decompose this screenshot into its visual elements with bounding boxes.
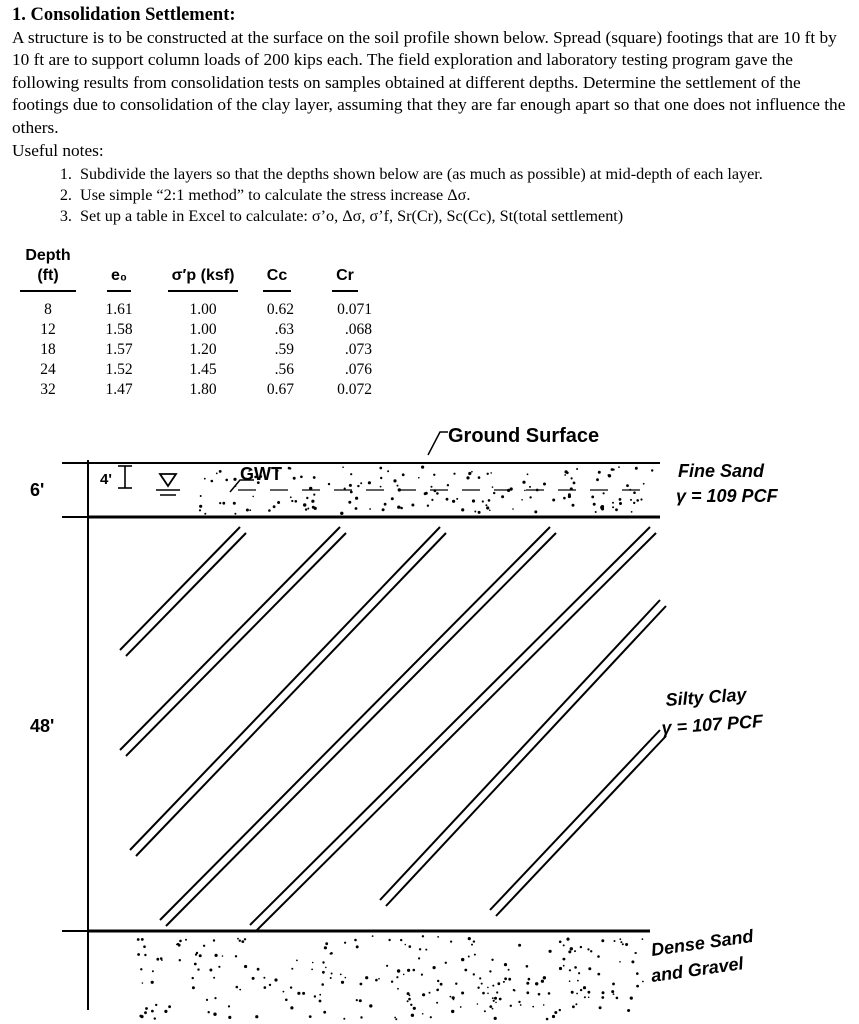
table-cell: .073: [344, 341, 372, 358]
table-row: [20, 320, 380, 340]
problem-text: [12, 4, 852, 227]
table-cell: .068: [344, 321, 372, 338]
fine-sand-label: Fine Sand: [678, 461, 765, 481]
problem-title: 1. Consolidation Settlement:: [12, 5, 236, 25]
depth-dimension: [62, 460, 108, 1010]
table-row: [20, 380, 380, 400]
table-row: [20, 360, 380, 380]
fine-sand-gamma: γ = 109 PCF: [676, 486, 778, 506]
silty-clay-label: Silty Clay: [664, 684, 748, 710]
table-cell: 12: [40, 321, 56, 338]
table-cell: .59: [274, 341, 294, 358]
table-row: [20, 292, 380, 320]
table-cell: 1.45: [189, 361, 217, 378]
soil-profile-diagram: [0, 410, 859, 1024]
table-cell: .076: [344, 361, 372, 378]
note-item: 2. Use simple “2:1 method” to calculate the stress increase Δσ.: [76, 185, 852, 206]
table-cell: 32: [40, 381, 56, 398]
notes-list: [12, 164, 852, 227]
table-cell: 1.61: [105, 301, 133, 318]
table-cell: 1.80: [189, 381, 217, 398]
header-sigma-p: σ′p (ksf): [162, 242, 244, 292]
gwt-label: GWT: [240, 464, 282, 484]
header-depth: Depth (ft): [20, 242, 76, 292]
table-cell: .56: [274, 361, 294, 378]
dense-sand-label-2: and Gravel: [649, 953, 745, 986]
table-cell: 1.47: [105, 381, 133, 398]
table-cell: 0.67: [266, 381, 294, 398]
dim-gwt-label: 4': [100, 471, 112, 488]
problem-statement: A structure is to be constructed at the surface on the soil profile shown below. Spread (square) footings that are 10 ft by 10 ft are to support column loads of 200 kips each. The field exploration and laboratory testing program gave the following results from consolidation tests on samples obtained at different depths. Determine the settlement of the footings due to consolidation of the clay layer, assuming that they are far enough apart so that one does not influence the others.: [12, 27, 846, 137]
silty-clay-hatch: [120, 527, 666, 931]
header-cr: Cr: [310, 242, 380, 292]
table-cell: 0.071: [337, 301, 372, 318]
gwt-dimension: [118, 466, 132, 488]
table-header-row: [20, 242, 380, 292]
table-cell: 1.57: [105, 341, 133, 358]
consolidation-table: [20, 242, 380, 400]
table-cell: .63: [274, 321, 294, 338]
note-item: 3. Set up a table in Excel to calculate: σ’o, Δσ, σ’f, Sr(Cr), Sc(Cc), St(total settlement): [76, 206, 852, 227]
dense-sand-hatch: [137, 935, 644, 1020]
table-cell: 1.00: [189, 301, 217, 318]
table-cell: 8: [44, 301, 52, 318]
table-cell: 1.58: [105, 321, 133, 338]
note-item: 1. Subdivide the layers so that the depths shown below are (as much as possible) at mid-depth of each layer.: [76, 164, 852, 185]
table-row: [20, 340, 380, 360]
table-cell: 18: [40, 341, 56, 358]
header-e0: e₀: [76, 242, 162, 292]
table-cell: 0.62: [266, 301, 294, 318]
table-cell: 1.00: [189, 321, 217, 338]
silty-clay-gamma: γ = 107 PCF: [660, 710, 764, 738]
table-cell: 0.072: [337, 381, 372, 398]
ground-surface-leader: [428, 432, 448, 455]
table-cell: 1.52: [105, 361, 133, 378]
header-cc: Cc: [244, 242, 310, 292]
table-cell: 1.20: [189, 341, 217, 358]
dim-clay-label: 48': [30, 716, 55, 736]
notes-label: Useful notes:: [12, 140, 104, 160]
table-cell: 24: [40, 361, 56, 378]
ground-surface-label: Ground Surface: [448, 425, 600, 447]
dense-sand-label: Dense Sand: [649, 925, 755, 960]
dim-sand-label: 6': [30, 480, 45, 500]
